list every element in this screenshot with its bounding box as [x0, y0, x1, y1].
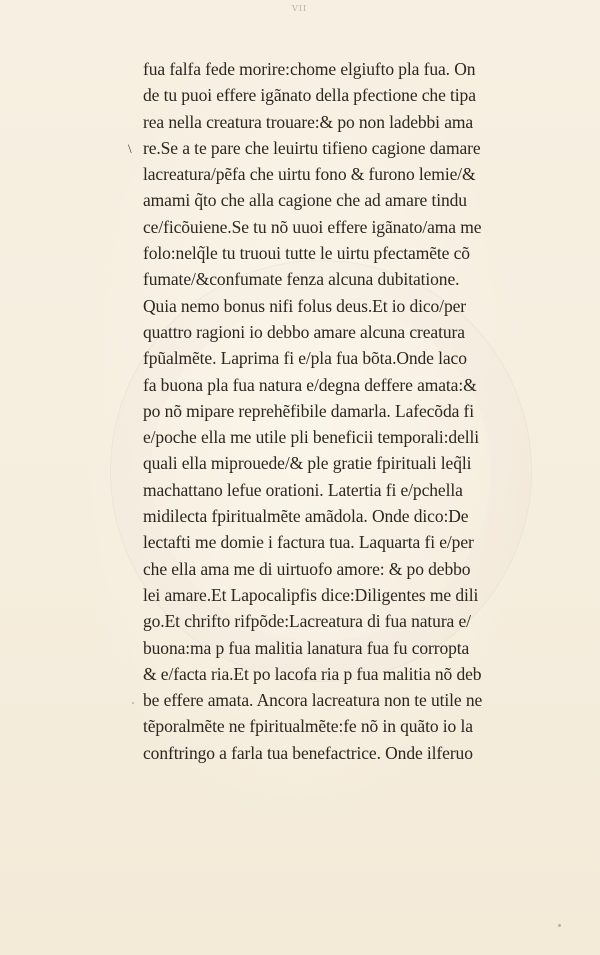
text-line: fumate/&confumate fenza alcuna dubitatione. [143, 269, 460, 290]
text-line: ce/ficõuiene.Se tu nõ uuoi effere igãnato/ama me [143, 216, 482, 237]
text-line: Quia nemo bonus nifi folus deus.Et io dico/per [143, 295, 466, 316]
margin-mark: \ [128, 141, 132, 156]
text-line: quattro ragioni io debbo amare alcuna creatura [143, 321, 465, 342]
text-block [143, 56, 573, 766]
text-line: lacreatura/pẽfa che uirtu fono & furono lemie/& [143, 164, 476, 185]
text-line: che ella ama me di uirtuofo amore: & po debbo [143, 558, 471, 579]
text-line: de tu puoi effere igãnato della pfectione che tipa [143, 85, 476, 106]
text-line: fa buona pla fua natura e/degna deffere amata:& [143, 374, 477, 395]
header-mark: VII [292, 4, 308, 13]
text-line: folo:nelq̃le tu truoui tutte le uirtu pfectamẽte cõ [143, 243, 470, 264]
text-line: be effere amata. Ancora lacreatura non te utile ne [143, 690, 483, 711]
text-line: tẽporalmẽte ne fpiritualmẽte:fe nõ in quãto io la [143, 716, 473, 737]
text-line: re.Se a te pare che leuirtu tifieno cagione damare [143, 137, 481, 158]
text-line: & e/facta ria.Et po lacofa ria p fua malitia nõ deb [143, 663, 482, 684]
text-line: lei amare.Et Lapocalipfis dice:Diligentes me dili [143, 584, 479, 605]
text-line: go.Et chrifto rifpõde:Lacreatura di fua natura e/ [143, 611, 471, 632]
paper-speck [558, 924, 561, 927]
text-line: fpũalmẽte. Laprima fi e/pla fua bõta.Onde laco [143, 348, 467, 369]
text-line: po nõ mipare reprehẽfibile damarla. Lafecõda fi [143, 400, 475, 421]
text-line: buona:ma p fua malitia lanatura fua fu corropta [143, 637, 470, 658]
text-line: amami q̃to che alla cagione che ad amare tindu [143, 190, 467, 211]
paper-speck [132, 702, 134, 704]
text-line: machattano lefue orationi. Latertia fi e/pchella [143, 479, 463, 500]
text-line: quali ella miprouede/& ple gratie fpirituali leq̃li [143, 453, 472, 474]
text-line: midilecta fpiritualmẽte amãdola. Onde dico:De [143, 506, 469, 527]
text-line: rea nella creatura trouare:& po non ladebbi ama [143, 111, 474, 132]
text-line: conftringo a farla tua benefactrice. Onde ilferuo [143, 742, 473, 763]
text-line: lectafti me domie i factura tua. Laquarta fi e/per [143, 532, 474, 553]
text-line: e/poche ella me utile pli beneficii temporali:delli [143, 427, 480, 448]
text-line: fua falfa fede morire:chome elgiufto pla fua. On [143, 59, 476, 79]
